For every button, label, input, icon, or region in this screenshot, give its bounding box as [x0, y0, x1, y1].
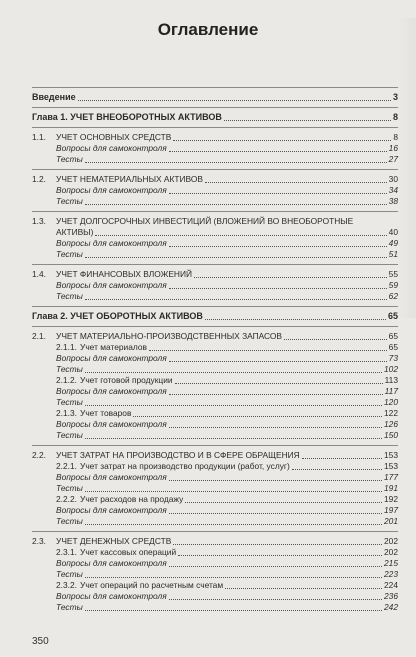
entry-label: Вопросы для самоконтроля — [56, 558, 167, 568]
leader-dots — [225, 588, 382, 589]
entry-label: АКТИВЫ) — [56, 227, 94, 237]
entry-label: Тесты — [56, 154, 83, 164]
divider — [32, 326, 398, 327]
entry-label: УЧЕТ ФИНАНСОВЫХ ВЛОЖЕНИЙ — [56, 269, 193, 279]
entry-label: Вопросы для самоконтроля — [56, 505, 167, 515]
entry-page: 224 — [384, 580, 398, 590]
toc-tests — [32, 516, 398, 527]
divider — [32, 531, 398, 532]
leader-dots — [85, 299, 387, 300]
toc-tests — [32, 483, 398, 494]
entry-page: 242 — [384, 602, 398, 612]
entry-page: 122 — [384, 408, 398, 418]
toc-questions — [32, 238, 398, 249]
entry-page: 8 — [392, 112, 398, 122]
entry-label: УЧЕТ ДОЛГОСРОЧНЫХ ИНВЕСТИЦИЙ (ВЛОЖЕНИЙ ВО ВНЕОБОРОТНЫЕ — [56, 216, 354, 226]
leader-dots — [302, 458, 382, 459]
entry-page: 40 — [388, 227, 398, 237]
leader-dots — [149, 350, 387, 351]
leader-dots — [169, 246, 387, 247]
toc-section — [32, 174, 398, 185]
entry-page: 30 — [388, 174, 398, 184]
leader-dots — [185, 502, 382, 503]
toc-questions — [32, 472, 398, 483]
toc-tests — [32, 397, 398, 408]
leader-dots — [85, 577, 382, 578]
entry-number: 2.1.1. — [56, 342, 77, 352]
toc-section — [32, 216, 398, 227]
entry-page: 38 — [388, 196, 398, 206]
toc-entry-intro — [32, 92, 398, 103]
toc-questions — [32, 591, 398, 602]
divider — [32, 127, 398, 128]
toc-questions — [32, 185, 398, 196]
toc-questions — [32, 505, 398, 516]
entry-label: Учет затрат на производство продукции (работ, услуг) — [80, 461, 290, 471]
entry-page: 201 — [384, 516, 398, 526]
entry-label: Тесты — [56, 430, 83, 440]
toc-questions — [32, 143, 398, 154]
leader-dots — [85, 162, 387, 163]
entry-label: УЧЕТ МАТЕРИАЛЬНО-ПРОИЗВОДСТВЕННЫХ ЗАПАСОВ — [56, 331, 282, 341]
entry-page: 65 — [387, 311, 398, 321]
entry-label: УЧЕТ ДЕНЕЖНЫХ СРЕДСТВ — [56, 536, 172, 546]
entry-label: Тесты — [56, 516, 83, 526]
entry-page: 236 — [384, 591, 398, 601]
toc-tests — [32, 364, 398, 375]
entry-page: 51 — [388, 249, 398, 259]
entry-page: 153 — [384, 450, 398, 460]
leader-dots — [169, 151, 387, 152]
entry-page: 126 — [384, 419, 398, 429]
entry-page: 3 — [392, 92, 398, 102]
toc-questions — [32, 419, 398, 430]
entry-label: Вопросы для самоконтроля — [56, 472, 167, 482]
entry-page: 113 — [384, 375, 398, 385]
toc-tests — [32, 154, 398, 165]
toc-tests — [32, 249, 398, 260]
entry-page: 73 — [388, 353, 398, 363]
toc-questions — [32, 353, 398, 364]
leader-dots — [133, 416, 382, 417]
entry-number: 2.2. — [32, 450, 46, 460]
entry-label: Тесты — [56, 397, 83, 407]
divider — [32, 264, 398, 265]
entry-label: Учет операций по расчетным счетам — [80, 580, 224, 590]
toc-tests — [32, 569, 398, 580]
leader-dots — [292, 469, 382, 470]
divider — [32, 87, 398, 88]
leader-dots — [85, 438, 382, 439]
leader-dots — [85, 257, 387, 258]
leader-dots — [169, 394, 383, 395]
leader-dots — [284, 339, 387, 340]
toc-section — [32, 331, 398, 342]
entry-page: 49 — [388, 238, 398, 248]
page-edge-shadow — [398, 18, 416, 318]
entry-label: Учет товаров — [80, 408, 132, 418]
toc-subsection — [32, 342, 398, 353]
toc-subsection — [32, 461, 398, 472]
leader-dots — [169, 361, 387, 362]
divider — [32, 211, 398, 212]
entry-page: 197 — [384, 505, 398, 515]
entry-number: 2.1. — [32, 331, 46, 341]
entry-page: 55 — [388, 269, 398, 279]
entry-number: 2.1.2. — [56, 375, 77, 385]
leader-dots — [85, 372, 382, 373]
entry-label: УЧЕТ ЗАТРАТ НА ПРОИЗВОДСТВО И В СФЕРЕ ОБРАЩЕНИЯ — [56, 450, 300, 460]
toc-subsection — [32, 408, 398, 419]
table-of-contents — [32, 83, 398, 613]
entry-label: Учет расходов на продажу — [80, 494, 184, 504]
entry-label: Вопросы для самоконтроля — [56, 419, 167, 429]
toc-subsection — [32, 375, 398, 386]
toc-chapter-1 — [32, 112, 398, 123]
leader-dots — [205, 182, 387, 183]
page-number: 350 — [32, 636, 49, 647]
leader-dots — [169, 288, 387, 289]
entry-number: 2.2.2. — [56, 494, 77, 504]
entry-number: 2.3. — [32, 536, 46, 546]
leader-dots — [85, 491, 382, 492]
divider — [32, 306, 398, 307]
toc-questions — [32, 280, 398, 291]
toc-section — [32, 269, 398, 280]
entry-page: 191 — [384, 483, 398, 493]
entry-label: УЧЕТ НЕМАТЕРИАЛЬНЫХ АКТИВОВ — [56, 174, 203, 184]
leader-dots — [169, 427, 382, 428]
entry-label: Глава 2. УЧЕТ ОБОРОТНЫХ АКТИВОВ — [32, 311, 203, 321]
toc-subsection — [32, 547, 398, 558]
entry-label: Тесты — [56, 291, 83, 301]
entry-label: Учет материалов — [80, 342, 147, 352]
toc-tests — [32, 196, 398, 207]
entry-number: 2.2.1. — [56, 461, 77, 471]
entry-page: 192 — [384, 494, 398, 504]
toc-section — [32, 536, 398, 547]
entry-page: 153 — [384, 461, 398, 471]
entry-label: Глава 1. УЧЕТ ВНЕОБОРОТНЫХ АКТИВОВ — [32, 112, 222, 122]
entry-label: Тесты — [56, 196, 83, 206]
entry-page: 59 — [388, 280, 398, 290]
leader-dots — [169, 566, 382, 567]
toc-section-continued — [32, 227, 398, 238]
entry-page: 16 — [388, 143, 398, 153]
entry-page: 150 — [384, 430, 398, 440]
entry-page: 215 — [384, 558, 398, 568]
entry-label: Вопросы для самоконтроля — [56, 185, 167, 195]
entry-page: 62 — [388, 291, 398, 301]
entry-label: УЧЕТ ОСНОВНЫХ СРЕДСТВ — [56, 132, 172, 142]
toc-tests — [32, 602, 398, 613]
toc-questions — [32, 386, 398, 397]
toc-tests — [32, 291, 398, 302]
entry-page: 202 — [384, 536, 398, 546]
entry-label: Тесты — [56, 249, 83, 259]
leader-dots — [178, 555, 382, 556]
leader-dots — [224, 120, 391, 121]
leader-dots — [173, 140, 391, 141]
toc-section — [32, 132, 398, 143]
entry-page: 27 — [388, 154, 398, 164]
entry-number: 1.2. — [32, 174, 46, 184]
entry-label: Вопросы для самоконтроля — [56, 280, 167, 290]
divider — [32, 445, 398, 446]
entry-number: 1.4. — [32, 269, 46, 279]
leader-dots — [194, 277, 387, 278]
entry-number: 1.1. — [32, 132, 46, 142]
entry-label: Учет кассовых операций — [80, 547, 177, 557]
leader-dots — [173, 544, 382, 545]
leader-dots — [85, 524, 382, 525]
entry-label: Вопросы для самоконтроля — [56, 143, 167, 153]
entry-label: Вопросы для самоконтроля — [56, 353, 167, 363]
toc-section — [32, 450, 398, 461]
entry-label: Учет готовой продукции — [80, 375, 173, 385]
leader-dots — [205, 319, 386, 320]
toc-questions — [32, 558, 398, 569]
entry-label: Вопросы для самоконтроля — [56, 591, 167, 601]
entry-page: 117 — [384, 386, 398, 396]
toc-subsection — [32, 494, 398, 505]
leader-dots — [85, 204, 387, 205]
leader-dots — [78, 100, 391, 101]
entry-label: Тесты — [56, 602, 83, 612]
leader-dots — [169, 599, 382, 600]
entry-label: Тесты — [56, 483, 83, 493]
leader-dots — [169, 193, 387, 194]
page-title: Оглавление — [157, 20, 259, 39]
entry-label: Вопросы для самоконтроля — [56, 238, 167, 248]
toc-tests — [32, 430, 398, 441]
entry-number: 2.3.2. — [56, 580, 77, 590]
entry-number: 1.3. — [32, 216, 46, 226]
entry-page: 177 — [384, 472, 398, 482]
entry-number: 2.3.1. — [56, 547, 77, 557]
entry-page: 65 — [388, 331, 398, 341]
divider — [32, 107, 398, 108]
toc-chapter-2 — [32, 311, 398, 322]
entry-page: 8 — [393, 132, 398, 142]
entry-number: 2.1.3. — [56, 408, 77, 418]
leader-dots — [85, 405, 382, 406]
entry-page: 102 — [384, 364, 398, 374]
entry-label: Тесты — [56, 364, 83, 374]
entry-page: 202 — [384, 547, 398, 557]
leader-dots — [85, 610, 382, 611]
leader-dots — [175, 383, 383, 384]
toc-subsection — [32, 580, 398, 591]
entry-page: 65 — [388, 342, 398, 352]
entry-page: 34 — [388, 185, 398, 195]
leader-dots — [169, 513, 382, 514]
entry-label: Тесты — [56, 569, 83, 579]
leader-dots — [169, 480, 382, 481]
entry-page: 120 — [384, 397, 398, 407]
entry-page: 223 — [384, 569, 398, 579]
divider — [32, 169, 398, 170]
leader-dots — [95, 235, 386, 236]
entry-label: Вопросы для самоконтроля — [56, 386, 167, 396]
entry-label: Введение — [32, 92, 76, 102]
